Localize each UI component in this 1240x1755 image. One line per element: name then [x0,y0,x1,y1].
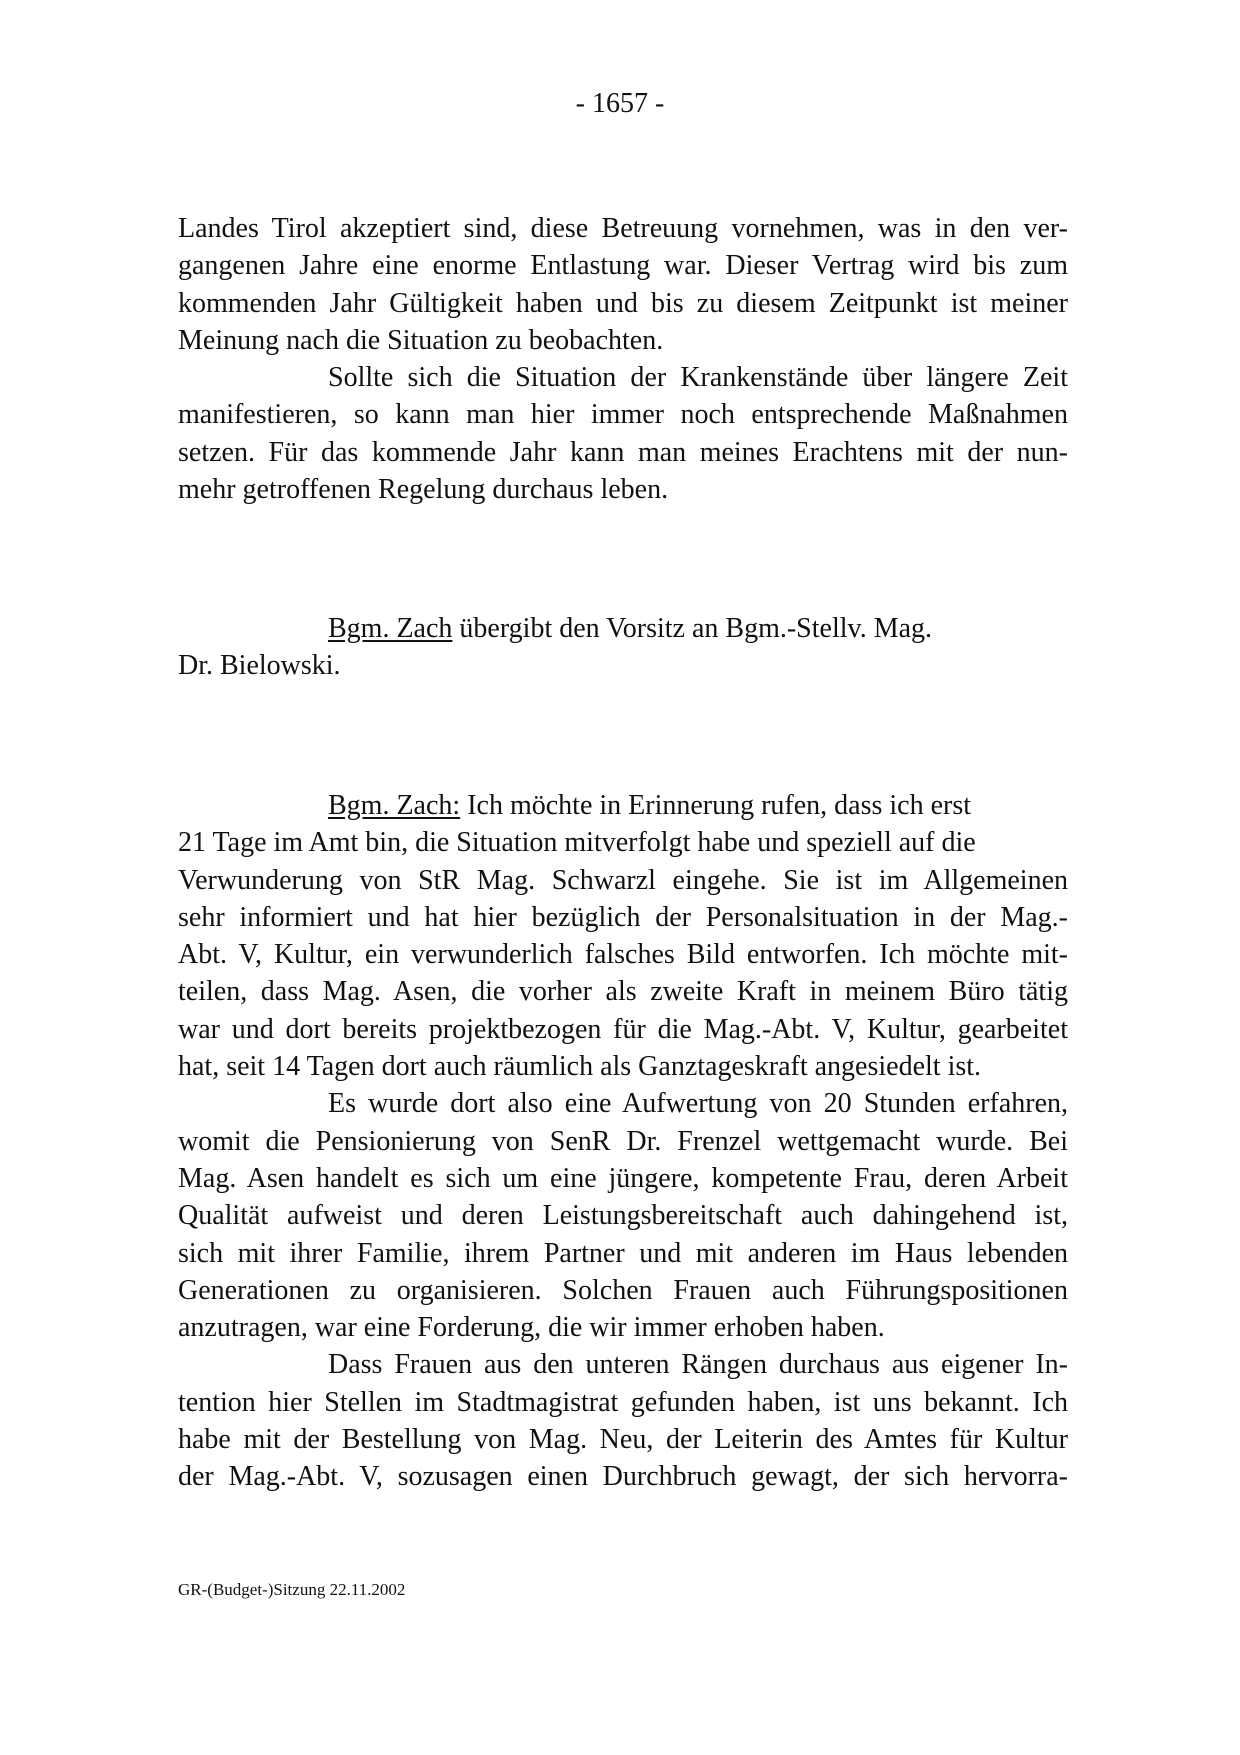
text-line: manifestieren, so kann man hier immer noch entsprechende Maßnahmen [178,399,1068,431]
text-line: womit die Pensionierung von SenR Dr. Frenzel wettgemacht wurde. Bei [178,1125,1068,1157]
text-line: Dr. Bielowski. [178,650,341,682]
handover-note [178,610,1068,685]
text-line: Abt. V, Kultur, ein verwunderlich falsches Bild entworfen. Ich möchte mit- [178,939,1068,971]
text-line: sich mit ihrer Familie, ihrem Partner und mit anderen im Haus lebenden [178,1237,1068,1269]
text-line: Landes Tirol akzeptiert sind, diese Betreuung vornehmen, was in den ver- [178,213,1068,244]
text-line: der Mag.-Abt. V, sozusagen einen Durchbruch gewagt, der sich hervorra- [178,1461,1068,1493]
paragraph-continuation [178,210,1068,508]
page-number: - 1657 - [575,88,665,119]
speaker-name: Bgm. Zach: [328,790,461,821]
text-line [178,610,1068,647]
text-line: tention hier Stellen im Stadtmagistrat gefunden haben, ist uns bekannt. Ich [178,1386,1068,1418]
text-line: habe mit der Bestellung von Mag. Neu, der Leiterin des Amtes für Kultur [178,1424,1068,1456]
page-footer: GR-(Budget-)Sitzung 22.11.2002 [178,1580,406,1599]
text-line: Generationen zu organisieren. Solchen Frauen auch Führungspositionen [178,1274,1068,1306]
text-line: war und dort bereits projektbezogen für die Mag.-Abt. V, Kultur, gearbeitet [178,1013,1068,1045]
text-line: Es wurde dort also eine Aufwertung von 20 Stunden erfahren, [328,1088,1068,1120]
text-line: Sollte sich die Situation der Krankenstände über längere Zeit [328,362,1068,394]
text-line: mehr getroffenen Regelung durchaus leben. [178,474,669,506]
text-line: Meinung nach die Situation zu beobachten. [178,324,664,356]
text-line: sehr informiert und hat hier bezüglich der Personalsituation in der Mag.- [178,901,1068,933]
text-line: kommenden Jahr Gültigkeit haben und bis zu diesem Zeitpunkt ist meiner [178,287,1068,319]
text-line [178,787,1068,824]
text-fragment: Ich möchte in Erinnerung rufen, dass ich erst [460,790,972,821]
text-line: Dass Frauen aus den unteren Rängen durchaus aus eigener In- [328,1349,1068,1381]
text-line: setzen. Für das kommende Jahr kann man meines Erachtens mit der nun- [178,436,1068,468]
text-fragment: übergibt den Vorsitz an Bgm.-Stellv. Mag. [452,613,933,644]
text-line: gangenen Jahre eine enorme Entlastung war. Dieser Vertrag wird bis zum [178,250,1068,282]
text-line: 21 Tage im Amt bin, die Situation mitverfolgt habe und speziell auf die [178,827,976,859]
speaker-name: Bgm. Zach [328,613,453,644]
speech [178,787,1068,1496]
text-line: Mag. Asen handelt es sich um eine jüngere, kompetente Frau, deren Arbeit [178,1162,1068,1194]
text-line: teilen, dass Mag. Asen, die vorher als zweite Kraft in meinem Büro tätig [178,976,1068,1008]
text-line: Verwunderung von StR Mag. Schwarzl eingehe. Sie ist im Allgemeinen [178,864,1068,896]
text-line: anzutragen, war eine Forderung, die wir immer erhoben haben. [178,1312,885,1344]
text-line: Qualität aufweist und deren Leistungsbereitschaft auch dahingehend ist, [178,1200,1068,1232]
text-line: hat, seit 14 Tagen dort auch räumlich als Ganztageskraft angesiedelt ist. [178,1051,982,1083]
